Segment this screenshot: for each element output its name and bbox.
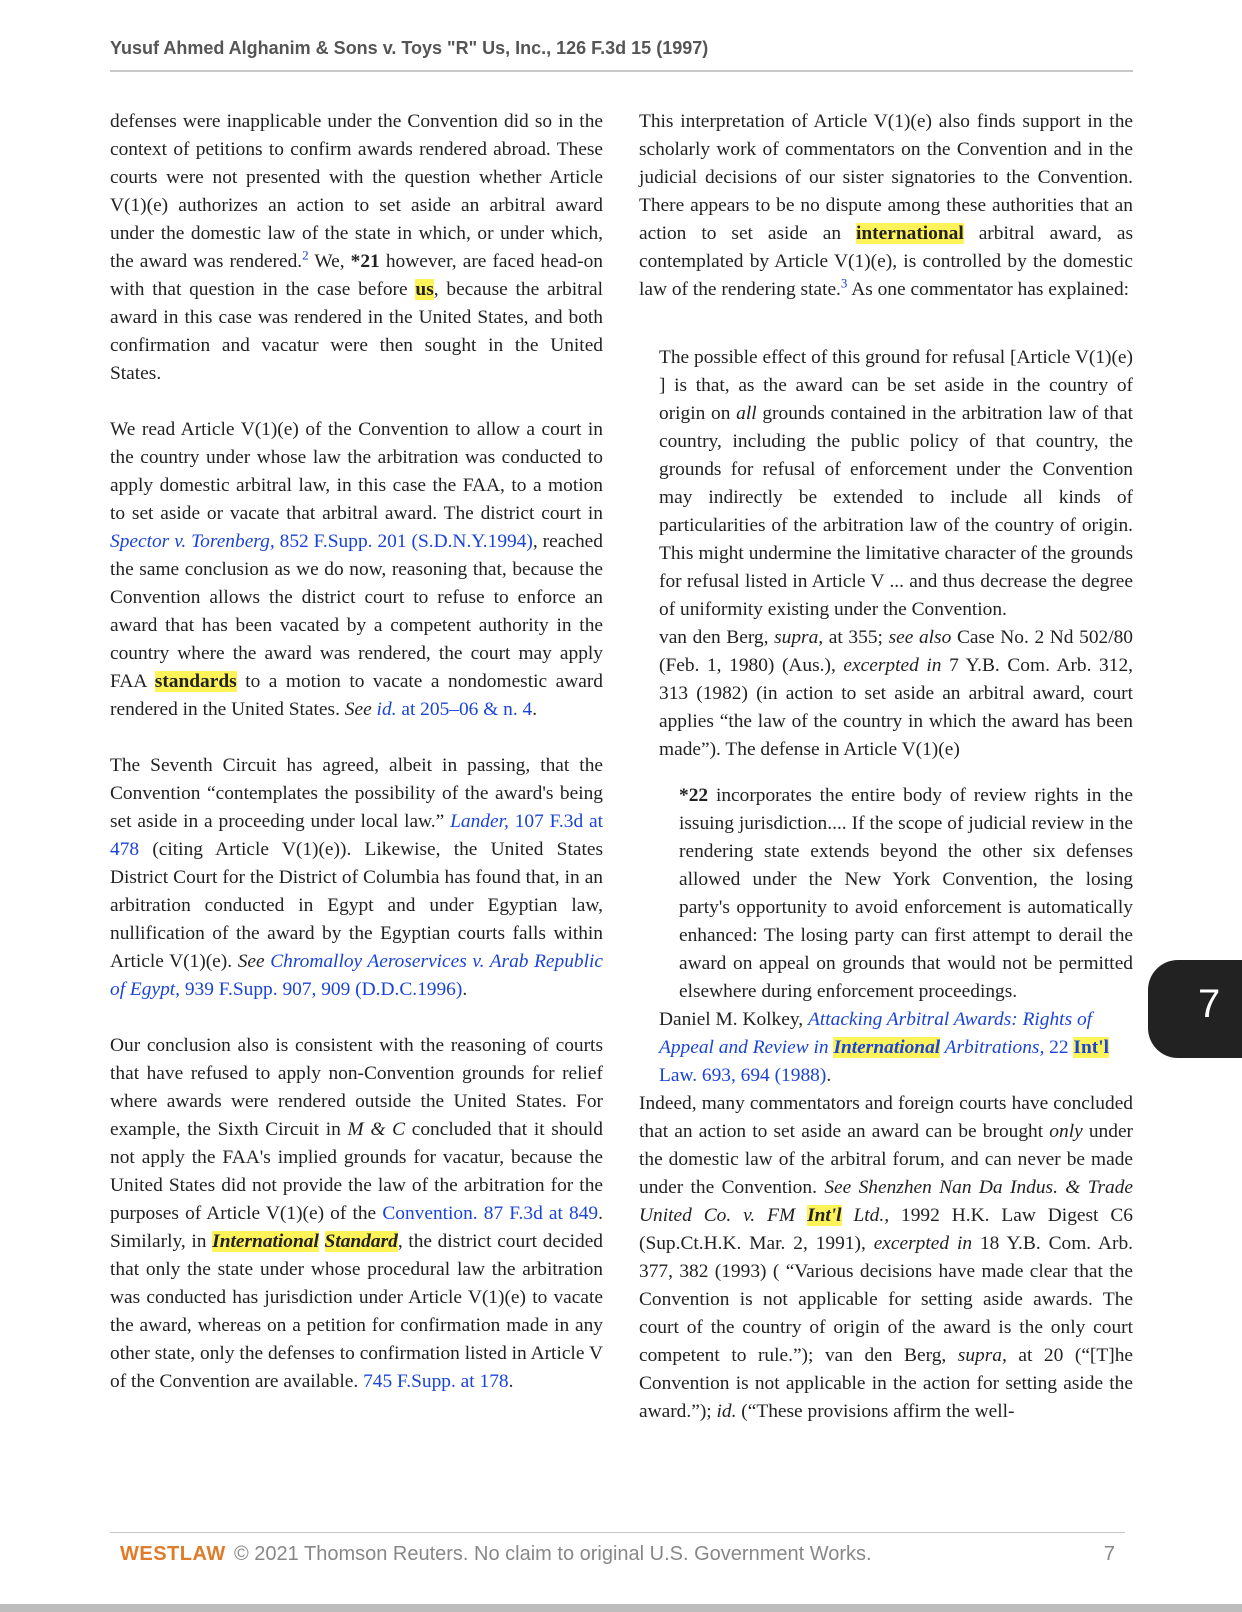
- document-header: [110, 38, 1133, 72]
- bottom-scrollbar-track: [0, 1604, 1242, 1612]
- footnote-link[interactable]: 2: [302, 247, 309, 263]
- footer-page-number: 7: [1103, 1543, 1115, 1565]
- search-highlight: Int'l: [807, 1205, 842, 1226]
- page-number-tab-label: 7: [1198, 982, 1221, 1026]
- paragraph: defenses were inapplicable under the Convention did so in the context of petitions to confirm awards rendered abroad. These courts were not presented with the question whether Article V(1)(e) authorizes an action to set aside an arbitral award under the domestic law of the state in which, or under which, the award was rendered.$^2$ We, *21 however, are faced head-on with that question in the case before us, because the arbitral award in this case was rendered in the United States, and both confirmation and vacatur were then sought in the United States.: [110, 111, 603, 384]
- search-highlight: Int'l: [1073, 1037, 1109, 1058]
- search-highlight: us: [415, 279, 434, 300]
- block-quote: The possible effect of this ground for refusal [Article V(1)(e) ] is that, as the award can be set aside in the country of origin on all grounds contained in the arbitration law of that country, including the public policy of that country, the grounds for refusal of enforcement under the Convention may indirectly be extended to include all kinds of particularities of the arbitration law of the country of origin. This might undermine the limitative character of the grounds for refusal listed in Article V ... and thus decrease the degree of uniformity existing under the Convention.: [659, 347, 1134, 620]
- page-footer: [110, 1532, 1125, 1573]
- paragraph: We read Article V(1)(e) of the Convention to allow a court in the country under whose law the arbitration was conducted to apply domestic arbitral law, in this case the FAA, to a motion to set aside or vacate that arbitral award. The district court in Spector v. Torenberg, 852 F.Supp. 201 (S.D.N.Y.1994), reached the same conclusion as we do now, reasoning that, because the Convention allows the district court to refuse to enforce an award that has been vacated by a competent authority in the country where the award was rendered, the court may apply FAA standards to a motion to vacate a nondomestic award rendered in the United States. See id. at 205–06 & n. 4.: [110, 419, 603, 720]
- case-link[interactable]: Chromalloy Aeroservices v. Arab Republic of Egypt, 939 F.Supp. 907, 909 (D.D.C.1996): [110, 951, 603, 1000]
- star-page: *21: [350, 251, 380, 272]
- footnote-link[interactable]: 3: [840, 275, 848, 291]
- document-title: Yusuf Ahmed Alghanim & Sons v. Toys "R" Us, Inc., 126 F.3d 15 (1997): [110, 38, 709, 58]
- citation-link[interactable]: 745 F.Supp. at 178: [363, 1371, 509, 1392]
- paragraph: This interpretation of Article V(1)(e) also finds support in the scholarly work of commentators on the Convention and in the judicial decisions of our sister signatories to the Convention. There appears to be no dispute among these authorities that an action to set aside an international arbitral award, as contemplated by Article V(1)(e), is controlled by the domestic law of the rendering state.$^3$ As one commentator has explained:: [639, 111, 1133, 300]
- right-column: [639, 108, 1133, 1426]
- quote-citation: van den Berg, supra, at 355; see also Case No. 2 Nd 502/80 (Feb. 1, 1980) (Aus.), excerpted in 7 Y.B. Com. Arb. 312, 313 (1982) (in action to set aside an arbitral award, court applies “the law of the country in which the award has been made”). The defense in Article V(1)(e): [659, 627, 1134, 760]
- citation-link[interactable]: Convention. 87 F.3d at 849: [382, 1203, 599, 1224]
- citation-link[interactable]: id. at 205–06 & n. 4: [371, 699, 533, 720]
- search-highlight: International: [833, 1037, 941, 1058]
- search-highlight: standards: [154, 671, 237, 692]
- case-link[interactable]: Lander, 107 F.3d at 478: [110, 811, 603, 860]
- paragraph: Indeed, many commentators and foreign courts have concluded that an action to set aside an award can be brought only under the domestic law of the arbitral forum, and can never be made under the Convention. See Shenzhen Nan Da Indus. & Trade United Co. v. FM Int'l Ltd., 1992 H.K. Law Digest C6 (Sup.Ct.H.K. Mar. 2, 1991), excerpted in 18 Y.B. Com. Arb. 377, 382 (1993) ( “Various decisions have made clear that the Convention is not applicable for setting aside awards. The court of the country of origin of the award is the only court competent to rule.”); van den Berg, supra, at 20 (“[T]he Convention is not applicable in the action for setting aside the award.”); id. (“These provisions affirm the well-: [639, 1093, 1134, 1422]
- paragraph: Our conclusion also is consistent with the reasoning of courts that have refused to apply non-Convention grounds for relief where awards were rendered outside the United States. For example, the Sixth Circuit in M & C concluded that it should not apply the FAA's implied grounds for vacatur, because the United States did not provide the law of the arbitration for the purposes of Article V(1)(e) of the Convention. 87 F.3d at 849. Similarly, in International Standard, the district court decided that only the state under whose procedural law the arbitration was conducted has jurisdiction under Article V(1)(e) to vacate the award, whereas on a petition for confirmation made in any other state, only the defenses to confirmation listed in Article V of the Convention are available. 745 F.Supp. at 178.: [110, 1035, 603, 1392]
- search-highlight: Standard: [324, 1231, 398, 1252]
- left-column: [110, 108, 603, 1396]
- paragraph: The Seventh Circuit has agreed, albeit in passing, that the Convention “contemplates the possibility of the award's being set aside in a proceeding under local law.” Lander, 107 F.3d at 478 (citing Article V(1)(e)). Likewise, the United States District Court for the District of Columbia has found that, in an arbitration conducted in Egypt and under Egyptian law, nullification of the award by the Egyptian courts falls within Article V(1)(e). See Chromalloy Aeroservices v. Arab Republic of Egypt, 939 F.Supp. 907, 909 (D.D.C.1996).: [110, 755, 603, 1000]
- star-page: *22: [679, 785, 709, 806]
- nested-block-quote: *22 incorporates the entire body of review rights in the issuing jurisdiction.... If the scope of judicial review in the rendering state extends beyond the other six defenses allowed under the New York Convention, the losing party's opportunity to avoid enforcement is automatically enhanced: The losing party can first attempt to derail the award on appeal on grounds that would not be permitted elsewhere during enforcement proceedings.: [679, 785, 1133, 1002]
- page-number-tab[interactable]: [1148, 960, 1242, 1058]
- quote-attribution: Daniel M. Kolkey, Attacking Arbitral Awards: Rights of Appeal and Review in International Arbitrations, 22 Int'l Law. 693, 694 (1988).: [659, 1009, 1109, 1086]
- search-highlight: International: [212, 1231, 319, 1252]
- copyright-notice: © 2021 Thomson Reuters. No claim to original U.S. Government Works.: [234, 1543, 872, 1565]
- search-highlight: international: [856, 223, 964, 244]
- case-link[interactable]: Spector v. Torenberg, 852 F.Supp. 201 (S.D.N.Y.1994): [110, 531, 533, 552]
- article-link[interactable]: Attacking Arbitral Awards: Rights of Appeal and Review in International Arbitrations, 22 Int'l Law. 693, 694 (1988): [659, 1009, 1109, 1086]
- westlaw-logo: WESTLAW: [120, 1543, 226, 1565]
